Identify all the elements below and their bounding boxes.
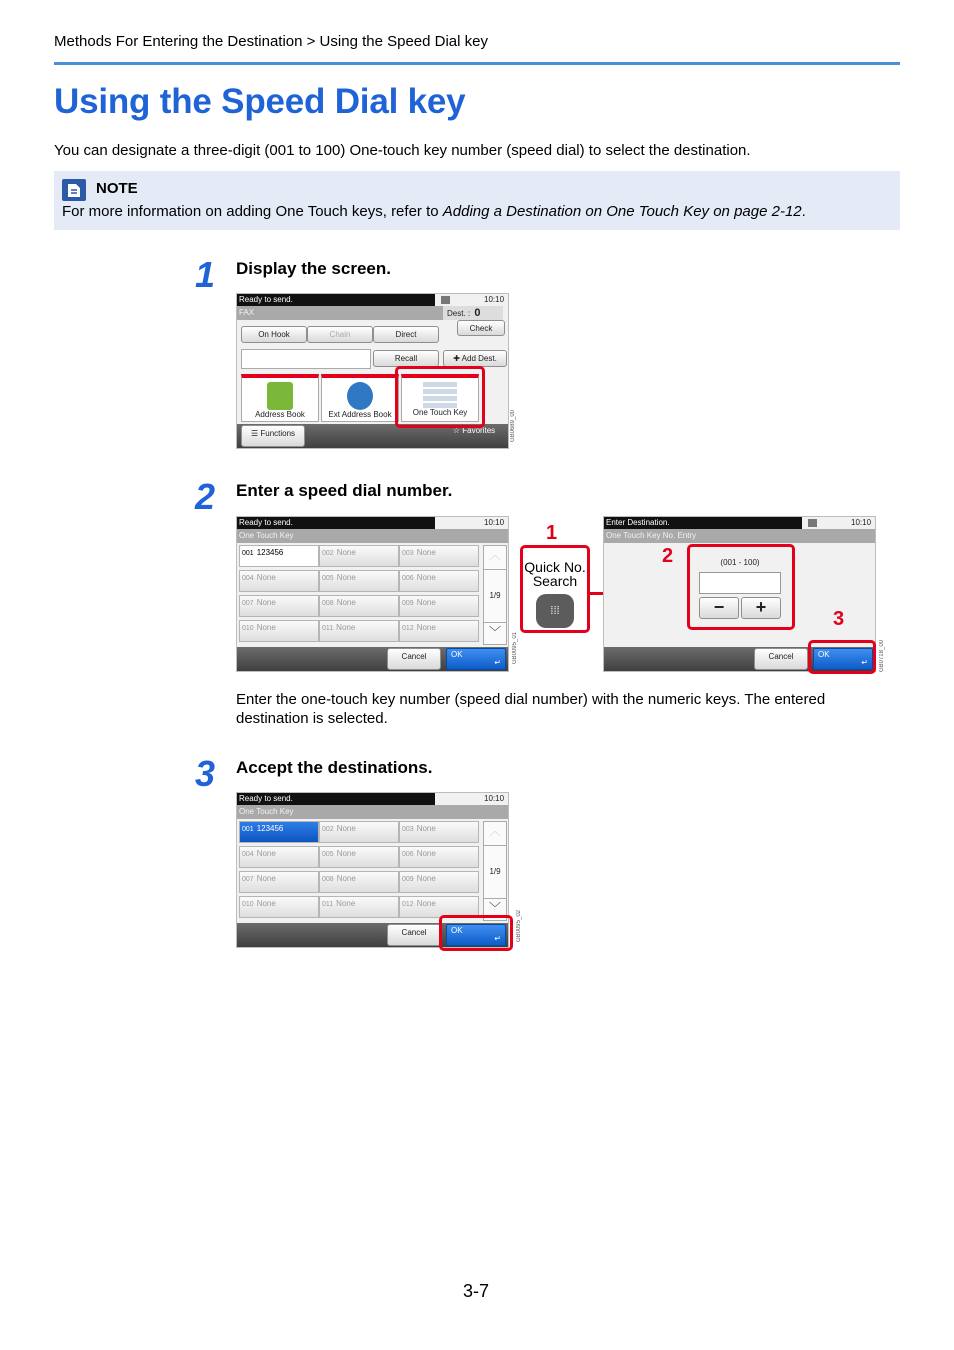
callout-1: 1 — [546, 522, 558, 544]
clock: 10:10 — [484, 794, 505, 803]
status-bar: Ready to send. — [237, 793, 435, 805]
key-cell[interactable]: 011 None — [319, 896, 399, 918]
step-3-number: 3 — [195, 753, 216, 794]
quick-line-1: Quick No. — [524, 559, 586, 575]
key-grid — [239, 545, 481, 645]
status-bar: Ready to send. — [237, 517, 435, 529]
figure-code: GB0095_02 — [516, 910, 522, 943]
key-cell[interactable]: 007 None — [239, 871, 319, 893]
step-2-title: Enter a speed dial number. — [236, 481, 453, 500]
status-bar: Enter Destination. — [604, 517, 802, 529]
note-reference[interactable]: Adding a Destination on One Touch Key on page 2-12 — [442, 203, 802, 220]
quick-line-2: Search — [532, 573, 578, 589]
key-cell[interactable]: 004 None — [239, 570, 319, 592]
note-icon — [62, 179, 86, 201]
globe-icon — [347, 382, 373, 410]
key-cell[interactable]: 006 None — [399, 570, 479, 592]
recall-button[interactable]: Recall — [373, 350, 439, 367]
add-dest-button[interactable]: ✚ Add Dest. — [443, 350, 507, 367]
keypad-icon: ⁞⁞⁞ — [536, 594, 574, 628]
ok-button[interactable]: OK ↵ — [446, 648, 506, 670]
key-cell[interactable]: 005 None — [319, 846, 399, 868]
chain-button[interactable]: Chain — [307, 326, 373, 343]
enter-icon: ↵ — [861, 658, 868, 667]
cancel-button[interactable]: Cancel — [387, 924, 441, 946]
address-book-icon — [267, 382, 293, 410]
key-cell[interactable]: 011 None — [319, 620, 399, 642]
dest-label: Dest. : 0 — [443, 306, 503, 320]
printer-icon — [441, 296, 450, 304]
scroll-down-icon[interactable]: ﹀ — [484, 898, 506, 920]
key-cell[interactable]: 002 None — [319, 821, 399, 843]
key-cell[interactable]: 008 None — [319, 595, 399, 617]
key-cell[interactable]: 001 123456 — [239, 545, 319, 567]
page-indicator: 1/9 — [489, 591, 501, 600]
scroll-up-icon[interactable]: ︿ — [484, 546, 506, 570]
highlight-one-touch-key — [395, 366, 485, 428]
figure-code: GB0689_00 — [510, 410, 516, 443]
plus-icon: ✚ — [453, 354, 462, 363]
key-cell[interactable]: 007 None — [239, 595, 319, 617]
key-cell[interactable]: 003 None — [399, 545, 479, 567]
key-cell[interactable]: 003 None — [399, 821, 479, 843]
key-cell[interactable]: 009 None — [399, 595, 479, 617]
scroll-up-icon[interactable]: ︿ — [484, 822, 506, 846]
highlight-ok — [439, 915, 513, 951]
cancel-button[interactable]: Cancel — [387, 648, 441, 670]
ok-button[interactable]: OK ↵ — [813, 648, 873, 670]
screen-header: One Touch Key No. Entry — [604, 529, 876, 543]
breadcrumb: Methods For Entering the Destination > Using the Speed Dial key — [54, 33, 488, 50]
key-cell[interactable]: 012 None — [399, 620, 479, 642]
highlight-ok — [808, 640, 876, 674]
callout-2: 2 — [662, 545, 674, 567]
screen-one-touch-key — [236, 516, 509, 672]
step-2-number: 2 — [195, 476, 216, 517]
callout-3: 3 — [833, 608, 845, 630]
check-button[interactable]: Check — [457, 320, 505, 336]
ext-address-book-tile[interactable]: Ext Address Book — [321, 374, 399, 422]
page-number: 3-7 — [463, 1281, 490, 1301]
key-grid — [239, 821, 481, 921]
key-cell[interactable]: 012 None — [399, 896, 479, 918]
ok-button[interactable]: OK ↵ — [446, 924, 506, 946]
figure-code: GB0095_01 — [512, 632, 518, 665]
clock: 10:10 — [484, 518, 505, 527]
key-cell[interactable]: 002 None — [319, 545, 399, 567]
status-bar: Ready to send. — [237, 294, 435, 306]
quick-no-search-button[interactable] — [520, 545, 590, 633]
functions-button[interactable]: ☰ Functions — [241, 425, 305, 447]
address-book-tile[interactable]: Address Book — [241, 374, 319, 422]
clock: 10:10 — [851, 518, 872, 527]
scrollbar[interactable] — [483, 545, 507, 645]
step-2-text: Enter the one-touch key number (speed dial number) with the numeric keys. The entered destination is selected. — [236, 691, 826, 727]
figure-code: GB0718_00 — [879, 640, 885, 673]
enter-icon: ↵ — [494, 934, 501, 943]
key-cell[interactable]: 004 None — [239, 846, 319, 868]
key-cell[interactable]: 001 123456 — [239, 821, 319, 843]
key-cell[interactable]: 009 None — [399, 871, 479, 893]
key-cell[interactable]: 005 None — [319, 570, 399, 592]
step-3-title: Accept the destinations. — [236, 758, 433, 777]
printer-icon — [808, 519, 817, 527]
key-cell[interactable]: 006 None — [399, 846, 479, 868]
screen-header: One Touch Key — [237, 529, 509, 543]
note-box — [54, 171, 900, 230]
highlight-entry — [687, 544, 795, 630]
key-cell[interactable]: 008 None — [319, 871, 399, 893]
clock: 10:10 — [484, 295, 505, 304]
cancel-button[interactable]: Cancel — [754, 648, 808, 670]
step-1-number: 1 — [195, 254, 216, 295]
screen-header: One Touch Key — [237, 805, 509, 819]
one-touch-key-tile[interactable]: One Touch Key — [401, 374, 479, 422]
minus-button[interactable]: − — [699, 597, 739, 619]
key-cell[interactable]: 010 None — [239, 620, 319, 642]
favorites-button[interactable]: ☆ Favorites — [452, 426, 496, 435]
list-icon: ☰ — [250, 429, 261, 438]
header-rule — [54, 62, 900, 65]
key-cell[interactable]: 010 None — [239, 896, 319, 918]
note-text: For more information on adding One Touch keys, refer to Adding a Destination on One Touch Key on page 2-12. — [62, 203, 806, 220]
star-icon: ☆ — [452, 426, 463, 435]
on-hook-button[interactable]: On Hook — [241, 326, 307, 343]
screen-header: FAX — [237, 306, 443, 320]
plus-button[interactable]: + — [741, 597, 781, 619]
step-1-title: Display the screen. — [236, 259, 391, 278]
range-label: (001 - 100) — [720, 558, 760, 567]
destination-input[interactable] — [241, 349, 371, 369]
page-title: Using the Speed Dial key — [54, 82, 466, 121]
intro-text: You can designate a three-digit (001 to 100) One-touch key number (speed dial) to select the destination. — [54, 142, 751, 159]
page-indicator: 1/9 — [489, 867, 501, 876]
enter-icon: ↵ — [494, 658, 501, 667]
direct-button[interactable]: Direct — [373, 326, 439, 343]
note-title: NOTE — [96, 180, 138, 197]
scrollbar[interactable] — [483, 821, 507, 921]
scroll-down-icon[interactable]: ﹀ — [484, 622, 506, 644]
